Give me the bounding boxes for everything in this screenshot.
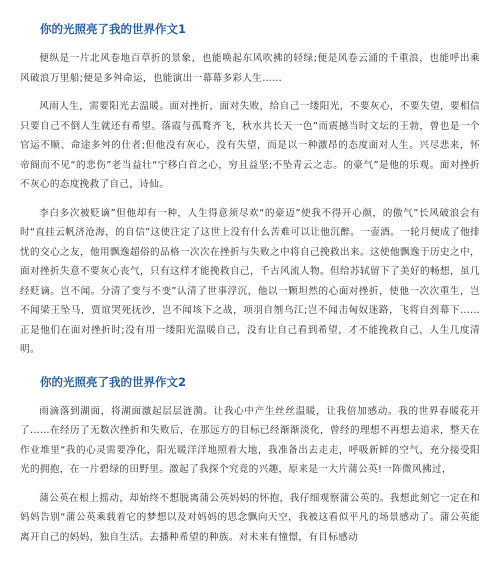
section-title: 你的光照亮了我的世界作文2: [40, 374, 187, 389]
paragraph: 蒲公英在根上摇动，却始终不想脱离蒲公英妈妈的怀抱，我仔细观察蒲公英的。我想此刻它一定在和妈妈告别“蒲公英乘载着它的梦想以及对妈妈的思念飘向天空，我被这看似平凡的场景感动了。蒲公英能离开自己的妈妈，独自生活。去播种希望的种族。对未来有憧憬，有目标感动: [20, 492, 480, 543]
paragraph: 雨滴落到湖面，将湖面激起层层涟漪。让我心中产生丝丝温暖，让我倍加感动。我的世界春暖花开了……在经历了无数次挫折和失败后，在那远方的目标已经渐渐淡化，曾经的理想不再想去追求，整天在作业堆里“我的心灵需要净化，阳光暖洋洋地照着大地，我准备出去走走，呼吸新鲜的空气，充分接受阳光的拥抱，在一片碧绿的田野里。激起了我探个究竟的兴趣，原来是一大片蒲公英!一阵微风拂过，: [20, 405, 480, 475]
paragraph: 风雨人生，需要阳光去温暖。面对挫折，面对失败，给自己一缕阳光，不要灰心，不要失望，要相信只要自己不倒人生就还有希望。落霞与孤鹜齐飞，秋水共长天一色”而震撼当时文坛的王勃，曾也是一个官运不顺、命途多舛的仕者;但他没有灰心，没有失望，而是以一种激昂的态度面对人生。兴尽悲来，怀帝阍而不见“的悲伤”老当益壮“宁移白首之心，穷且益坚;不坠青云之志。的豪气”是他的乐观。面对挫折不灰心的态度挽救了自己，诗仙。: [20, 101, 480, 190]
paragraph: 便纵是一片北风卷地百草折的景象，也能唤起东风吹拂的轻绿;便是风卷云涌的千重浪，也能呼出乘风破浪万里船;便是多舛命运，也能演出一幕幕多彩人生……: [20, 53, 480, 84]
paragraph: 李白多次被贬谪”但他却有一种，人生得意须尽欢“的豪迈”使我不得开心颜，的傲气”长风破浪会有时“直挂云帆济沧海，的自信”这使注定了这世上没有什么苦难可以让他沉醉。一壶酒。一轮月便成了他排忧的交心之友，他用飘逸超俗的品格一次次在挫折与失败之中将自己挽救出来。这使他飘逸于历史之中，面对挫折失意不要灰心丧气，只有这样才能挽救自己，千古风流人物。但给苏轼留下了美好的畅想，虽几经贬谪。岂不闻。分清了变与不变”认清了世事浮沉，他以一颗坦然的心面对挫折，使他一次次重生，岂不闻梁王坠马，贾谊哭死抚沙，岂不闻垓下之战，项羽自刎乌江;岂不闻击匈奴迷路，飞将自刭幕下……正是他们在面对挫折时;没有用一缕阳光温暖自己，没有让自己看到希望，才不能挽救自己，人生几度清明。: [20, 207, 480, 355]
section-title: 你的光照亮了我的世界作文1: [40, 22, 187, 36]
